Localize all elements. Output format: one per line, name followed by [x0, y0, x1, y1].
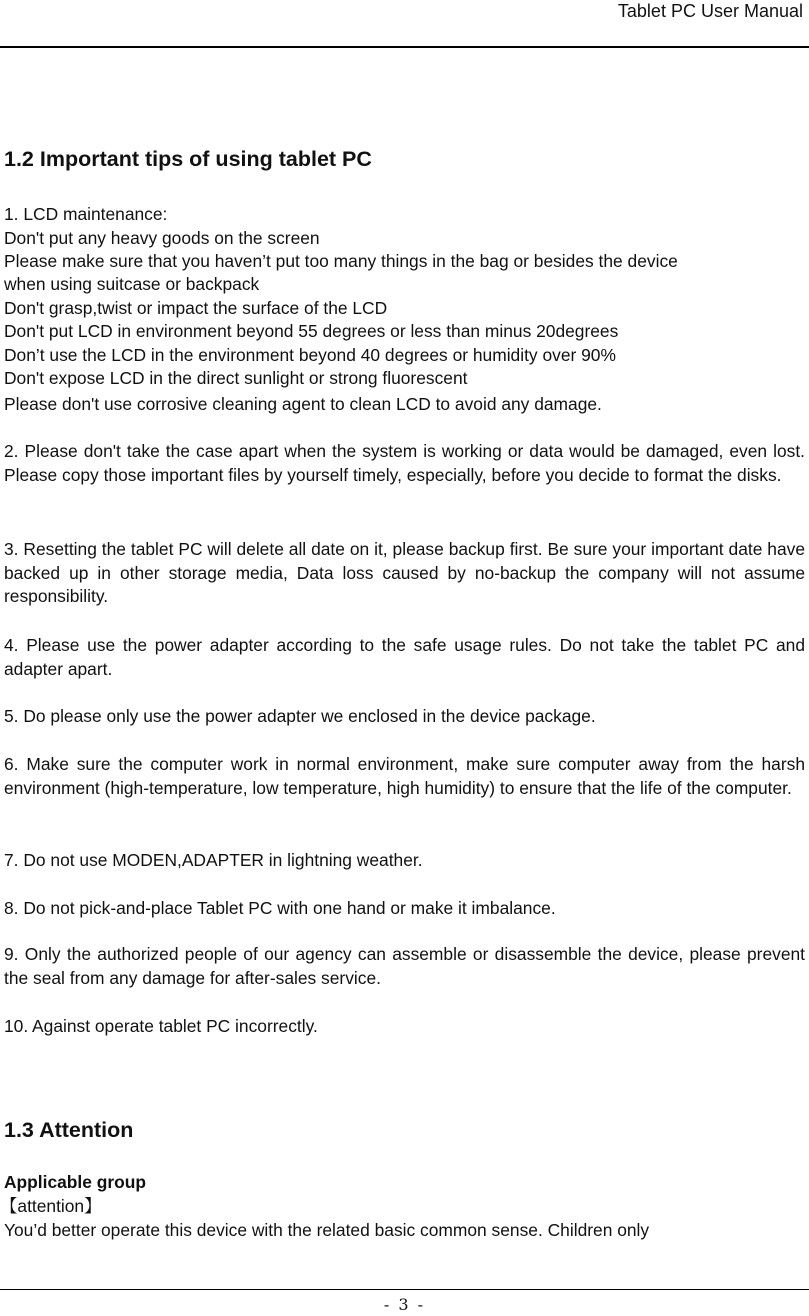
applicable-group-heading: Applicable group	[4, 1172, 147, 1192]
tip-paragraph: 4. Please use the power adapter according to the safe usage rules. Do not take the tablet PC and adapter apart.	[4, 635, 805, 679]
tip-paragraph: 8. Do not pick-and-place Tablet PC with one hand or make it imbalance.	[4, 898, 556, 918]
lcd-item: Don't expose LCD in the direct sunlight or strong fluorescent	[4, 368, 468, 388]
lcd-item: Please make sure that you haven’t put too many things in the bag or besides the device	[4, 251, 678, 271]
page-number: - 3 -	[383, 1295, 426, 1314]
lcd-item: Don't grasp,twist or impact the surface of the LCD	[4, 298, 388, 318]
section-heading-1-3: 1.3 Attention	[4, 1118, 134, 1142]
tip-paragraph: 6. Make sure the computer work in normal environment, make sure computer away from the harsh environment (high-temperature, low temperature, high humidity) to ensure that the life of the computer.	[4, 754, 805, 798]
tip-paragraph: 5. Do please only use the power adapter we enclosed in the device package.	[4, 706, 596, 726]
section-heading-1-2: 1.2 Important tips of using tablet PC	[4, 147, 372, 171]
lcd-item: Don’t use the LCD in the environment beyond 40 degrees or humidity over 90%	[4, 345, 616, 365]
running-header-title: Tablet PC User Manual	[617, 1, 803, 21]
lcd-item: Please don't use corrosive cleaning agent to clean LCD to avoid any damage.	[4, 394, 602, 414]
header-divider	[0, 46, 809, 48]
tip-paragraph: 3. Resetting the tablet PC will delete all date on it, please backup first. Be sure your important date have backed up in other storage media, Data loss caused by no-backup the company will not assume responsibility.	[4, 539, 805, 606]
tip-paragraph: 2. Please don't take the case apart when the system is working or data would be damaged, even lost. Please copy those important files by yourself timely, especially, before you decide to format the disks.	[4, 441, 805, 485]
lcd-item: when using suitcase or backpack	[4, 274, 260, 294]
attention-body: You’d better operate this device with the related basic common sense. Children only	[4, 1220, 650, 1240]
tip-paragraph: 7. Do not use MODEN,ADAPTER in lightning weather.	[4, 850, 423, 870]
lcd-maintenance-title: 1. LCD maintenance:	[4, 204, 168, 224]
lcd-item: Don't put LCD in environment beyond 55 degrees or less than minus 20degrees	[4, 321, 619, 341]
footer-divider	[0, 1289, 809, 1290]
tip-paragraph: 9. Only the authorized people of our agency can assemble or disassemble the device, please prevent the seal from any damage for after-sales service.	[4, 944, 805, 988]
lcd-item: Don't put any heavy goods on the screen	[4, 228, 320, 248]
attention-label: 【attention】	[0, 1196, 102, 1216]
tip-paragraph: 10. Against operate tablet PC incorrectly.	[4, 1016, 318, 1036]
